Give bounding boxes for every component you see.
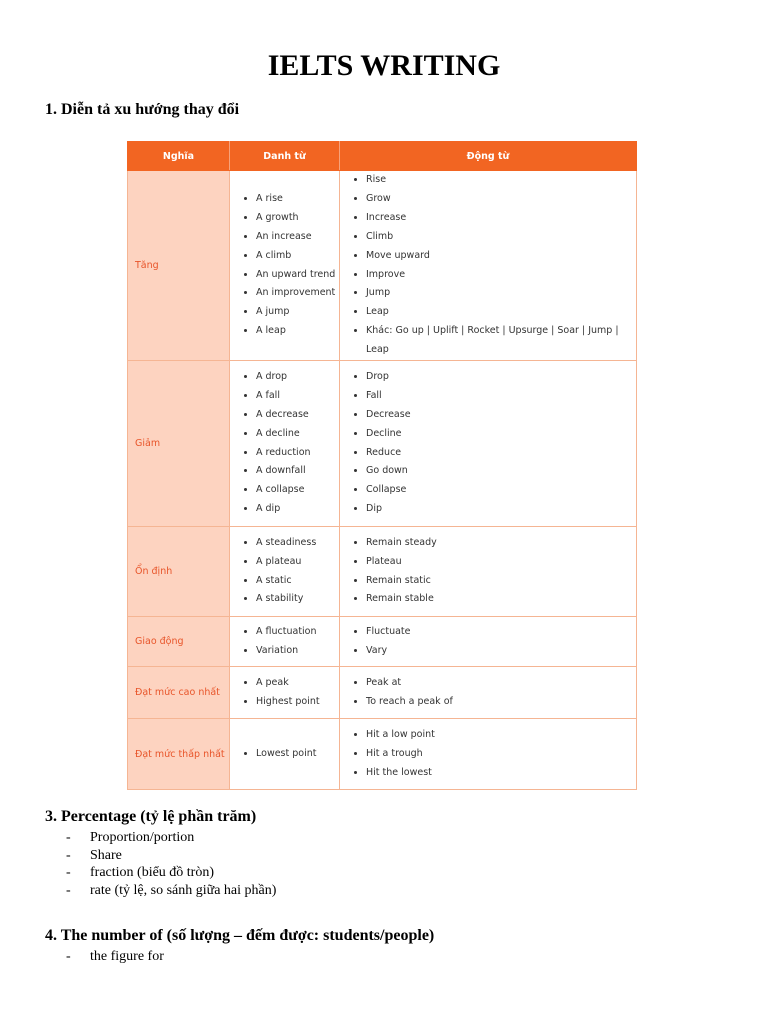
list-item: • Rise <box>366 171 636 190</box>
list-item: • A steadiness <box>256 534 339 553</box>
verb-cell <box>340 361 637 527</box>
list-item: • A leap <box>256 322 339 341</box>
verb-cell <box>340 527 637 617</box>
list-item: - rate (tỷ lệ, so sánh giữa hai phần) <box>66 882 276 900</box>
list-item: • A downfall <box>256 462 339 481</box>
list-item: • A static <box>256 572 339 591</box>
list-item: • Jump <box>366 284 636 303</box>
meaning-cell: Ổn định <box>128 527 230 617</box>
list-item: - Proportion/portion <box>66 829 276 847</box>
section-1-heading: 1. Diễn tả xu hướng thay đổi <box>45 101 240 118</box>
list-item: • Grow <box>366 190 636 209</box>
list-item: • Dip <box>366 500 636 519</box>
list-item: • An upward trend <box>256 266 339 285</box>
list-item: • A reduction <box>256 444 339 463</box>
noun-cell <box>230 719 340 790</box>
list-item: • Remain stable <box>366 590 636 609</box>
list-item: • A decrease <box>256 406 339 425</box>
list-item: • Variation <box>256 642 339 661</box>
list-item: - Share <box>66 847 276 865</box>
verb-list <box>340 623 636 661</box>
list-item: • Vary <box>366 642 636 661</box>
meaning-cell: Đạt mức cao nhất <box>128 667 230 719</box>
header-meaning: Nghĩa <box>128 142 230 171</box>
list-item: • A fall <box>256 387 339 406</box>
noun-cell <box>230 527 340 617</box>
verb-cell <box>340 617 637 667</box>
list-item: - the figure for <box>66 948 164 966</box>
page-title: IELTS WRITING <box>267 49 501 82</box>
list-item: • A growth <box>256 209 339 228</box>
list-item: • Leap <box>366 303 636 322</box>
list-item: • Improve <box>366 266 636 285</box>
noun-list <box>230 190 339 341</box>
list-item: • A peak <box>256 674 339 693</box>
list-item: • Climb <box>366 228 636 247</box>
noun-list <box>230 534 339 610</box>
table-row <box>128 719 637 790</box>
noun-cell <box>230 361 340 527</box>
noun-list <box>230 623 339 661</box>
list-item: - fraction (biểu đồ tròn) <box>66 864 276 882</box>
list-item: • A climb <box>256 247 339 266</box>
percentage-list <box>66 829 276 900</box>
verb-cell <box>340 171 637 361</box>
list-item: • Move upward <box>366 247 636 266</box>
list-item: • A stability <box>256 590 339 609</box>
list-item: • Plateau <box>366 553 636 572</box>
meaning-cell: Giảm <box>128 361 230 527</box>
list-item: • Khác: Go up | Uplift | Rocket | Upsurge | Soar | Jump | Leap <box>366 322 636 360</box>
list-item: • Increase <box>366 209 636 228</box>
list-item: • A plateau <box>256 553 339 572</box>
table-row <box>128 617 637 667</box>
header-nouns: Danh từ <box>230 142 340 171</box>
table-row <box>128 171 637 361</box>
list-item: • Hit a trough <box>366 745 636 764</box>
number-of-list <box>66 948 164 966</box>
noun-cell <box>230 667 340 719</box>
table-header-row <box>128 142 637 171</box>
meaning-cell: Tăng <box>128 171 230 361</box>
list-item: • A dip <box>256 500 339 519</box>
verb-list <box>340 368 636 519</box>
noun-list <box>230 368 339 519</box>
list-item: • A collapse <box>256 481 339 500</box>
list-item: • An improvement <box>256 284 339 303</box>
verb-list <box>340 726 636 783</box>
list-item: • Fluctuate <box>366 623 636 642</box>
list-item: • A jump <box>256 303 339 322</box>
table-row <box>128 527 637 617</box>
list-item: • To reach a peak of <box>366 693 636 712</box>
list-item: • Lowest point <box>256 745 339 764</box>
verb-list <box>340 171 636 360</box>
list-item: • Remain steady <box>366 534 636 553</box>
list-item: • Hit a low point <box>366 726 636 745</box>
list-item: • Decline <box>366 425 636 444</box>
section-4-heading: 4. The number of (số lượng – đếm được: students/people) <box>45 927 435 944</box>
list-item: • A rise <box>256 190 339 209</box>
noun-cell <box>230 171 340 361</box>
list-item: • A decline <box>256 425 339 444</box>
noun-list <box>230 674 339 712</box>
verb-list <box>340 534 636 610</box>
verb-list <box>340 674 636 712</box>
list-item: • Peak at <box>366 674 636 693</box>
list-item: • Collapse <box>366 481 636 500</box>
verb-cell <box>340 719 637 790</box>
list-item: • Remain static <box>366 572 636 591</box>
meaning-cell: Giao động <box>128 617 230 667</box>
list-item: • Fall <box>366 387 636 406</box>
header-verbs: Động từ <box>340 142 637 171</box>
list-item: • Hit the lowest <box>366 764 636 783</box>
table-row <box>128 361 637 527</box>
list-item: • Reduce <box>366 444 636 463</box>
noun-cell <box>230 617 340 667</box>
list-item: • Decrease <box>366 406 636 425</box>
list-item: • An increase <box>256 228 339 247</box>
list-item: • Go down <box>366 462 636 481</box>
verb-cell <box>340 667 637 719</box>
section-3-heading: 3. Percentage (tỷ lệ phần trăm) <box>45 808 257 825</box>
list-item: • A drop <box>256 368 339 387</box>
table-row <box>128 667 637 719</box>
trend-vocabulary-table <box>127 141 637 790</box>
noun-list <box>230 745 339 764</box>
list-item: • Highest point <box>256 693 339 712</box>
list-item: • A fluctuation <box>256 623 339 642</box>
list-item: • Drop <box>366 368 636 387</box>
meaning-cell: Đạt mức thấp nhất <box>128 719 230 790</box>
